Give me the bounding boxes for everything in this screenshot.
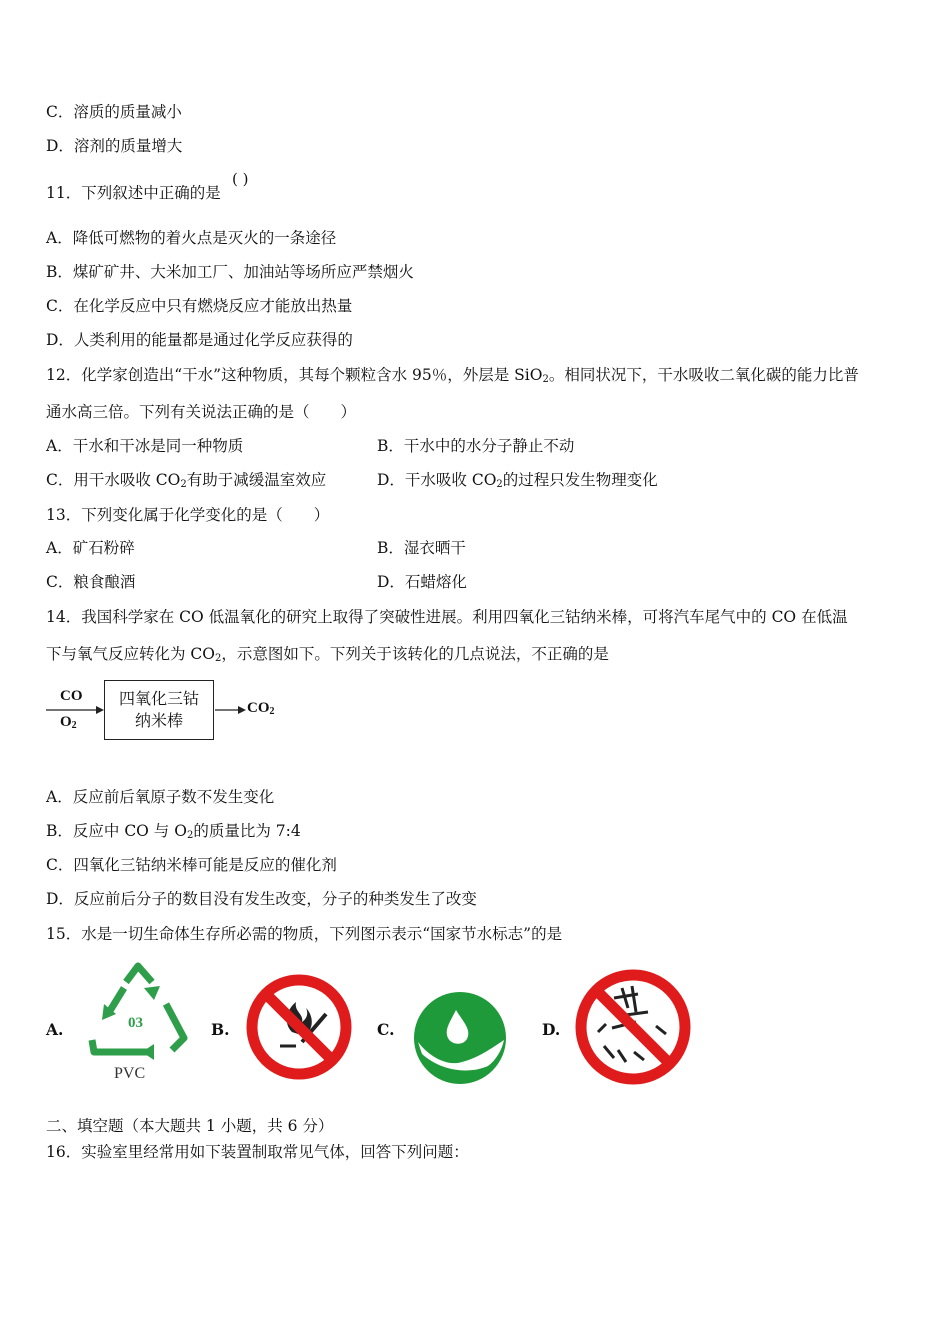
q11-option-a: A．降低可燃物的着火点是灭火的一条途径 [46,229,337,247]
q11-option-b: B．煤矿矿井、大米加工厂、加油站等场所应严禁烟火 [46,263,414,281]
subscript-2: 2 [496,479,503,490]
q15-option-d-label: D. [542,1020,561,1039]
q10-option-d: D．溶剂的质量增大 [46,137,183,155]
q12-option-d-text-cont: 的过程只发生物理变化 [502,471,658,489]
q13-option-a: A．矿石粉碎 [46,539,135,557]
q15-stem: 15．水是一切生命体生存所必需的物质，下列图示表示“国家节水标志”的是 [46,925,563,943]
q12-stem-line1 [46,365,859,390]
q13-option-d: D．石蜡熔化 [377,573,467,591]
product-co2 [247,700,275,717]
q14-option-d: D．反应前后分子的数目没有发生改变，分子的种类发生了改变 [46,890,477,908]
recycle-label: PVC [114,1065,146,1082]
q12-option-d [377,470,658,495]
input-arrow [46,703,106,717]
q16-stem: 16．实验室里经常用如下装置制取常见气体，回答下列问题： [46,1143,469,1161]
q14-option-b-text: B．反应中 CO 与 O [46,822,187,840]
q14-option-b [46,821,301,846]
subscript-2: 2 [180,479,187,490]
q13-stem: 13．下列变化属于化学变化的是（ ） [46,506,330,524]
q15-option-c-label: C. [377,1020,395,1039]
q14-option-b-text-cont: 的质量比为 7:4 [193,822,301,840]
q12-stem-text: 12．化学家创造出“干水”这种物质，其每个颗粒含水 95％，外层是 SiO [46,366,543,384]
output-arrow [215,703,247,717]
subscript-2: 2 [186,830,194,841]
q10-option-c: C．溶质的质量减小 [46,103,182,121]
reactant-o2-subscript: 2 [71,720,77,731]
recycle-icon [84,960,194,1085]
q12-option-c-text: C．用干水吸收 CO [46,471,181,489]
catalyst-label-line1: 四氧化三钴 [118,689,199,708]
q15-option-b-label: B. [211,1020,230,1039]
catalyst-box [104,680,214,740]
subscript-2: 2 [215,653,222,664]
q14-stem-text: 下与氧气反应转化为 CO [46,645,215,663]
q12-option-a: A．干水和干冰是同一种物质 [46,437,244,455]
reactant-o2-symbol: O [60,714,72,730]
q11-stem: 11．下列叙述中正确的是 [46,184,221,202]
no-fire-sign-icon [244,972,354,1082]
q12-option-c-text-cont: 有助于减缓温室效应 [186,471,327,489]
q12-option-d-text: D．干水吸收 CO [377,471,497,489]
q14-stem-line1: 14．我国科学家在 CO 低温氧化的研究上取得了突破性进展。利用四氧化三钴纳米棒，可将汽车尾气中的 CO 在低温 [46,608,848,626]
q11-answer-paren: ( ) [232,170,249,188]
q15-option-a-label: A. [46,1020,64,1039]
q13-option-b: B．湿衣晒干 [377,539,466,557]
q12-subscript: 2 [542,374,549,385]
product-co2-subscript: 2 [269,706,275,717]
reactant-co: CO [60,688,83,704]
q14-stem-line2 [46,644,609,669]
section-2-heading: 二、填空题（本大题共 1 小题，共 6 分） [46,1117,334,1135]
q12-option-b: B．干水中的水分子静止不动 [377,437,575,455]
q13-option-c: C．粮食酿酒 [46,573,136,591]
q12-stem-text-cont: 。相同状况下，干水吸收二氧化碳的能力比普 [548,366,859,384]
q12-stem-line2: 通水高三倍。下列有关说法正确的是（ ） [46,403,357,421]
no-logging-sign-icon [574,968,692,1086]
recycle-number: 03 [128,1015,143,1031]
q14-option-c: C．四氧化三钴纳米棒可能是反应的催化剂 [46,856,337,874]
q12-option-c [46,470,326,495]
q14-stem-text-cont: ，示意图如下。下列关于该转化的几点说法，不正确的是 [221,645,609,663]
q14-option-a: A．反应前后氧原子数不发生变化 [46,788,275,806]
q11-option-c: C．在化学反应中只有燃烧反应才能放出热量 [46,297,353,315]
water-saving-icon [412,990,508,1086]
q11-option-d: D．人类利用的能量都是通过化学反应获得的 [46,331,353,349]
catalyst-label-line2: 纳米棒 [134,711,183,730]
product-co2-symbol: CO [247,700,270,716]
